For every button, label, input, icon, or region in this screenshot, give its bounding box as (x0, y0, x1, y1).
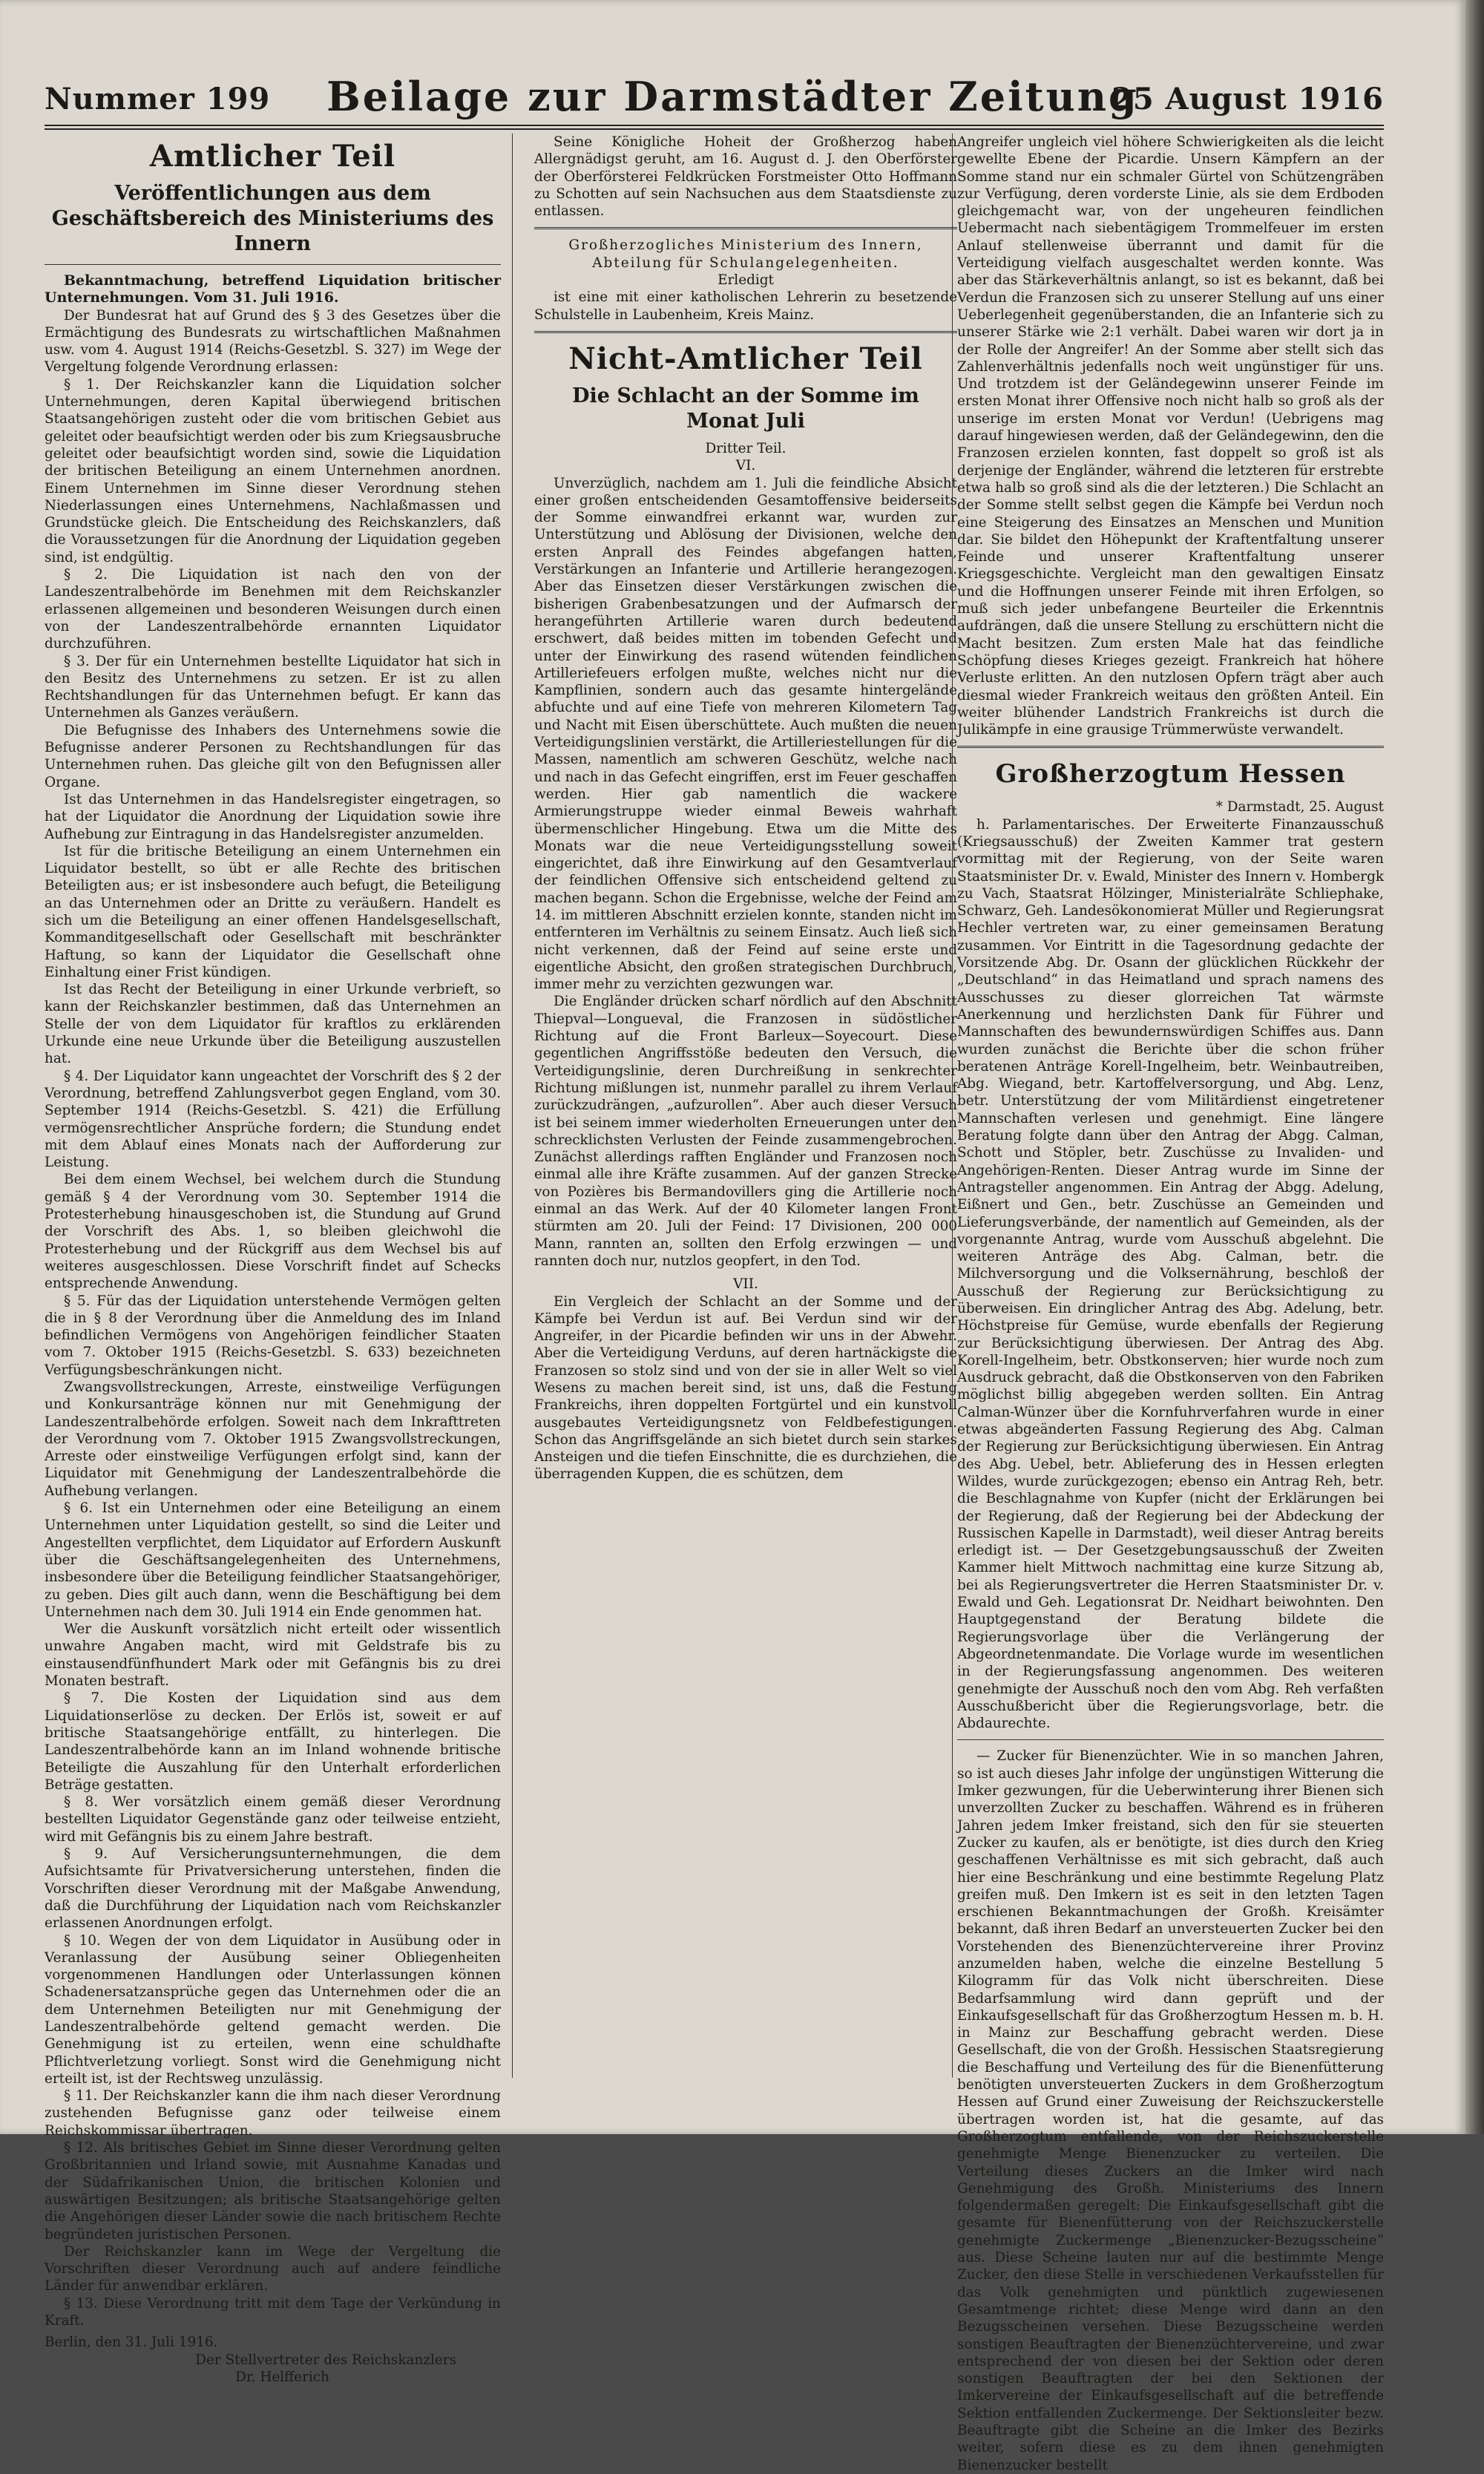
paragraph: Der Reichskanzler kann im Wege der Vergeltung die Vorschriften dieser Verordnung auch auf andere feindliche Länder für anwendbar erklären. (45, 2243, 501, 2294)
paragraph: Unverzüglich, nachdem am 1. Juli die feindliche Absicht einer großen entscheidenden Gesamtoffensive beiderseits der Somme einwandfrei erkannt war, wurden zur Unterstützung und Ablösung der Divisionen, welche den ersten Anprall des Feindes abgefangen hatten, Verstärkungen an Infanterie und Artillerie herangezogen. Aber das Einsetzen dieser Verstärkungen zwischen die bisherigen Grabenbesatzungen und der Aufmarsch der herangeführten Artillerie waren durch bedeutend erschwert, daß beides mitten im tobenden Gefecht und unter der Einwirkung des rasend wütenden feindlichen Artilleriefeuers erfolgen mußte, welches nicht nur die Kampflinien, sondern auch das gesamte hintergelände abfuchte und auf eine Tiefe von mehreren Kilometern Tag und Nacht mit Eisen überschüttete. Auch mußten die neuen Verteidigungslinien verstärkt, die Artilleriestellungen für die Massen, namentlich am schweren Geschütz, welche nach und nach in das Gefecht eingriffen, erst im Feuer geschaffen werden. Hier gab namentlich die wackere Armierungstruppe wieder einmal Beweis wahrhaft übermenschlicher Hingebung. Etwa um die Mitte des Monats war die neue Verteidigungsstellung soweit eingerichtet, daß ihre Einwirkung auf den Gesamtverlauf der feindlichen Offensive sich entscheidend geltend zu machen begann. Schon die Ergebnisse, welche der Feind am 14. im mittleren Abschnitt erzielen konnte, standen nicht im entfernteren im Verhältnis zu seinem Einsatz. Auch ließ sich nicht verkennen, daß der Feind auf seine erste und eigentliche Absicht, den großen strategischen Durchbruch, immer mehr zu verzichten gezwungen war. (534, 475, 957, 993)
signature: Dr. Helfferich (235, 2369, 329, 2385)
paragraph: Zwangsvollstreckungen, Arreste, einstweilige Verfügungen und Konkursanträge können nur mit Genehmigung der Landeszentralbehörde erfolgen. Soweit nach dem Inkrafttreten der Verordnung vom 7. Oktober 1915 Zwangsvollstreckungen, Arreste oder einstweilige Verfügungen erfolgt sind, kann der Liquidator mit Genehmigung der Landeszentralbehörde die Aufhebung verlangen. (45, 1379, 501, 1499)
page-gutter (1465, 0, 1484, 2134)
erledigt-label: Erledigt (718, 272, 774, 289)
ministry-heading: Großherzogliches Ministerium des Innern, Abteilung für Schulangelegenheiten. (568, 237, 923, 271)
signature-title: Der Stellvertreter des Reichskanzlers (195, 2352, 456, 2368)
paragraph: § 11. Der Reichskanzler kann die ihm nach dieser Verordnung zustehenden Befugnisse ganz oder teilweise einem Reichskommissar übertragen. (45, 2088, 501, 2139)
paragraph: Ist für die britische Beteiligung an einem Unternehmen ein Liquidator bestellt, so übt er alle Rechte des britischen Beteiligten aus; er ist insbesondere auch befugt, die Beteiligung an das Unternehmen oder an Dritte zu veräußern. Handelt es sich um die Beteiligung an einer offenen Handelsgesellschaft, Kommanditgesellschaft oder Gesellschaft mit beschränkter Haftung, so kann der Liquidator die Gesellschaft ohne Einhaltung einer Frist kündigen. (45, 843, 501, 980)
paragraph: Angreifer ungleich viel höhere Schwierigkeiten als die leicht gewellte Ebene der Picardie. Unsern Kämpfern an der Somme stand nur ein schmaler Gürtel von Schützengräben zur Verfügung, deren vorderste Linie, als sie dem Erdboden gleichgemacht war, von der ungeheuren feindlichen Uebermacht nach siebentägigem Trommelfeuer im ersten Anlauf stellenweise überrannt und damit für die Verteidigung vielfach ausgeschaltet werden konnte. Was aber das Stärkeverhältnis anlangt, so ist es bekannt, daß bei Verdun die Franzosen sich zu unserer Stellung auf uns einer Ueberlegenheit gegenüberstanden, die an Infanterie sich zu unserer Stärke wie 2:1 verhält. Dabei waren wir dort ja in der Rolle der Angreifer! An der Somme aber stellt sich das Zahlenverhältnis jedenfalls noch weit ungünstiger für uns. Und trotzdem ist der Geländegewinn unserer Feinde im ersten Monat ihrer Offensive noch nicht halb so groß als der unserige im ersten Monat vor Verdun! (Uebrigens mag darauf hingewiesen werden, daß der Geländegewinn, den die Franzosen erzielen konnten, fast doppelt so groß ist als derjenige der Engländer, während die letzteren für erstrebte etwa halb so groß sind als die der letzteren.) Die Schlacht an der Somme stellt selbst gegen die Kämpfe bei Verdun noch eine Steigerung des Einsatzes an Menschen und Munition dar. Sie bildet den Höhepunkt der Kraftentfaltung unserer Feinde und unserer Kraftentfaltung unserer Kriegsgeschichte. Vergleicht man den gewaltigen Einsatz und die Hoffnungen unserer Feinde mit ihren Erfolgen, so muß sich jeder unbefangene Beurteiler die Erkenntnis aufdrängen, daß die unsere Stellung zu erschüttern nicht die Macht besitzen. Zum ersten Male hat das feindliche Schöpfung dieses Krieges gezeigt. Frankreich hat höhere Verluste erlitten. An den nutzlosen Opfern trägt aber auch diesmal wieder Frankreich weitaus den größten Anteil. Ein weiter blühender Landstrich Frankreichs ist durch die Julikämpfe in eine grausige Trümmerwüste verwandelt. (957, 134, 1384, 738)
divider (45, 264, 501, 265)
column-amtlicher-teil (45, 134, 501, 2385)
sub-title: Veröffentlichungen aus dem Geschäftsbereich des Ministeriums des Innern (51, 182, 494, 255)
newspaper-title: Beilage zur Darmstädter Zeitung (326, 73, 1139, 120)
paragraph: h. Parlamentarisches. Der Erweiterte Finanzausschuß (Kriegsausschuß) der Zweiten Kammer trat gestern vormittag mit der Regierung, von der Seite waren Staatsminister Dr. v. Ewald, Minister des Innern v. Hombergk zu Vach, Staatsrat Hölzinger, Ministerialräte Schliephake, Schwarz, Geh. Landesökonomierat Müller und Regierungsrat Hechler vertreten war, zu einer gemeinsamen Beratung zusammen. Vor Eintritt in die Tagesordnung gedachte der Vorsitzende Abg. Dr. Osann der glücklichen Rückkehr der „Deutschland“ in das Heimatland und sprach namens des Ausschusses zu dieser glorreichen Tat wärmste Anerkennung und herzlichsten Dank für Führer und Mannschaften des bewundernswürdigen Schiffes aus. Dann wurden zunächst die Berichte über die schon früher beratenen Anträge Korell-Ingelheim, betr. Weinbautreiben, Abg. Wiegand, betr. Kartoffelversorgung, und Abg. Lenz, betr. Unterstützung der vom Militärdienst eingetretener Mannschaften verlesen und genehmigt. Eine längere Beratung folgte dann über den Antrag der Abgg. Calman, Schott und Stöpler, betr. Zuschüsse zu Invaliden- und Angehörigen-Renten. Dieser Antrag wurde im Sinne der Antragsteller angenommen. Ein Antrag der Abgg. Adelung, Eißnert und Gen., betr. Zuschüsse an Gemeinden und Lieferungsverbände, der namentlich auf Gemeinden, als der vorgenannte Antrag, wurde vom Ausschuß abgelehnt. Die weiteren Anträge des Abg. Calman, betr. die Milchversorgung und die Volksernährung, beschloß der Ausschuß der Regierung zur Berücksichtigung zu überweisen. Ein dringlicher Antrag des Abg. Adelung, betr. Höchstpreise für Gemüse, wurde ebenfalls der Regierung zur Berücksichtigung überwiesen. Der Antrag des Abg. Korell-Ingelheim, betr. Obstkonserven; hier wurde noch zum Ausdruck gebracht, daß die Obstkonserven von den Fabriken möglichst billig abgegeben werden sollten. Ein Antrag Calman-Wünzer über die Kornfuhrverfahren wurde in einer etwas abgeänderten Fassung Regierung des Abg. Calman der Regierung zur Berücksichtigung überwiesen. Ein Antrag des Abg. Uebel, betr. Ablieferung des in Hessen erlegten Wildes, wurde zurückgezogen; ebenso ein Antrag Reh, betr. die Beschlagnahme von Kupfer (nicht der Erklärungen bei der Regierung, daß der Regierung bei der Abdeckung der Russischen Kapelle in Darmstadt), weil dieser Antrag bereits erledigt ist. — Der Gesetzgebungsausschuß der Zweiten Kammer hielt Mittwoch nachmittag eine kurze Sitzung ab, bei als Regierungsvertreter die Herren Staatsminister Dr. v. Ewald und Geh. Legationsrat Dr. Neidhart beiwohnten. Den Hauptgegenstand der Beratung bildete die Regierungsvorlage über die Verlängerung der Abgeordnetenmandate. Die Vorlage wurde im wesentlichen in der Regierungsfassung angenommen. Des weiteren genehmigte der Ausschuß noch den vom Abg. Reh verfaßten Ausschußbericht über die Regierungsvorlage, betr. die Abdaurechte. (957, 816, 1384, 1732)
column-nicht-amtlicher-teil (534, 134, 957, 2085)
paragraph: Die Befugnisse des Inhabers des Unternehmens sowie die Befugnisse anderer Personen zu Rechtshandlungen für das Unternehmen ruhen. Das gleiche gilt von den Befugnissen aller Organe. (45, 722, 501, 790)
header-rule (45, 125, 1384, 126)
place-date: Berlin, den 31. Juli 1916. (45, 2334, 218, 2351)
section-title: Nicht-Amtlicher Teil (568, 341, 923, 376)
paragraph: ist eine mit einer katholischen Lehrerin zu besetzende Schulstelle in Laubenheim, Kreis Mainz. (534, 289, 957, 323)
paragraph: § 6. Ist ein Unternehmen oder eine Beteiligung an einem Unternehmen unter Liquidation gestellt, so sind die Leiter und Angestellten verpflichtet, dem Liquidator auf Erfordern Auskunft über die Geschäftsangelegenheiten des Unternehmens, insbesondere über die Beteiligung feindlicher Staatsangehöriger, zu geben. Dies gilt auch dann, wenn die Beschäftigung bei dem Unternehmen nach dem 30. Juli 1914 ein Ende genommen hat. (45, 1500, 501, 1620)
paragraph: § 10. Wegen der von dem Liquidator in Ausübung oder in Veranlassung der Ausübung seiner Obliegenheiten vorgenommenen Handlungen oder Unterlassungen können Schadenersatzansprüche gegen das Unternehmen oder die an dem Unternehmen Beteiligten nur mit Genehmigung der Landeszentralbehörde geltend gemacht werden. Die Genehmigung ist zu erteilen, wenn eine schuldhafte Pflichtverletzung vorliegt. Sonst wird die Genehmigung nicht erteilt ist, ist der Rechtsweg unzulässig. (45, 1932, 501, 2087)
divider (957, 1739, 1384, 1740)
divider (957, 746, 1384, 748)
paragraph: § 2. Die Liquidation ist nach den von der Landeszentralbehörde im Benehmen mit dem Reichskanzler erlassenen allgemeinen und besonderen Weisungen durch einen von der Landeszentralbehörde ernannten Liquidator durchzuführen. (45, 567, 501, 652)
article-part: Dritter Teil. (705, 440, 787, 456)
paragraph: § 1. Der Reichskanzler kann die Liquidation solcher Unternehmungen, deren Kapital überwiegend britischen Staatsangehörigen zusteht oder die vom britischen Gebiet aus geleitet oder beaufsichtigt werden oder bis zum Kriegsausbruche geleitet oder beaufsichtigt worden sind, sowie die Liquidation der britischen Beteiligung an einem Unternehmen anordnen. Einem Unternehmen im Sinne dieser Verordnung stehen Niederlassungen eines Unternehmens, Nachlaßmassen und Grundstücke gleich. Die Entscheidung des Reichskanzlers, daß die Voraussetzungen für die Anordnung der Liquidation gegeben sind, ist endgültig. (45, 376, 501, 565)
paragraph: Der Bundesrat hat auf Grund des § 3 des Gesetzes über die Ermächtigung des Bundesrats zu wirtschaftlichen Maßnahmen usw. vom 4. August 1914 (Reichs-Gesetzbl. S. 327) im Wege der Vergeltung folgende Verordnung erlassen: (45, 307, 501, 375)
decree-paragraphs (45, 307, 501, 2330)
paragraph: § 5. Für das der Liquidation unterstehende Vermögen gelten die in § 8 der Verordnung über die Anmeldung des im Inland befindlichen Vermögens von Angehörigen feindlicher Staaten vom 7. Oktober 1915 (Reichs-Gesetzbl. S. 633) bezeichneten Verfügungsbeschränkungen nicht. (45, 1293, 501, 1378)
section-title: Großherzogtum Hessen (995, 759, 1346, 790)
paragraph: Seine Königliche Hoheit der Großherzog haben Allergnädigst geruht, am 16. August d. J. den Oberförster der Oberförsterei Feldkrücken Forstmeister Otto Hoffmann zu Schotten auf sein Nachsuchen aus dem Staatsdienste zu entlassen. (534, 134, 957, 220)
paragraph: — Zucker für Bienenzüchter. Wie in so manchen Jahren, so ist auch dieses Jahr infolge der ungünstigen Witterung die Imker gezwungen, für die Ueberwinterung ihrer Bienen sich unverzollten Zucker zu beschaffen. Während es in früheren Jahren jedem Imker freistand, sich den für sie steuerten Zucker zu kaufen, als er benötigte, ist dies durch den Krieg geschaffenen Verhältnisse es mit sich gebracht, daß auch hier eine Beschränkung und eine bestimmte Regelung Platz greifen muß. Den Imkern ist es seit in den letzten Tagen erschienen Bekanntmachungen der Großh. Kreisämter bekannt, daß ihren Bedarf an unversteuerten Zucker bei den Vorstehenden des Bienenzüchtervereine ihrer Provinz anzumelden haben, welche die einzelne Bestellung 5 Kilogramm für das Volk nicht überschreiten. Diese Bedarfsammlung wird dann geprüft und der Einkaufsgesellschaft für das Großherzogtum Hessen m. b. H. in Mainz zur Beschaffung gebracht werden. Diese Gesellschaft, die von der Großh. Hessischen Staatsregierung die Beschaffung und Verteilung des für die Bienenfütterung benötigten unversteuerten Zuckers in dem Großherzogtum Hessen auf Grund einer Zuweisung der Reichszuckerstelle übertragen worden ist, hat die gesamte, auf das Großherzogtum entfallende, von der Reichszuckerstelle genehmigte Menge Bienenzucker zu verteilen. Die Verteilung dieses Zuckers an die Imker wird nach Genehmigung des Großh. Ministeriums des Innern folgendermaßen geregelt: Die Einkaufsgesellschaft gibt die gesamte für Bienenfütterung von der Reichszuckerstelle genehmigte Zuckermenge „Bienenzucker-Bezugsscheine“ aus. Diese Scheine lauten nur auf die bestimmte Menge Zucker, den diese Stelle in verschiedenen Verkaufsstellen für das Volk genehmigten und pünktlich zugewiesenen Gesamtmenge richtet; diese Menge wird dann an den Bezugsscheinen versehen. Diese Bezugsscheine werden sonstigen Beauftragten der Bienenzüchtervereine, und zwar entsprechend der von diesen bei der Sektion oder deren sonstigen Beauftragten der bei den Sektionen der Imkervereine der Einkaufsgesellschaft auf die betreffende Sektion entfallenden Zuckermenge. Der Sektionsleiter bezw. Beauftragte gibt die Scheine an die Imker des Bezirks weiter, sofern diese es zu dem ihnen genehmigten Bienenzucker bestellt (957, 1748, 1384, 2473)
paragraph: Bei dem einem Wechsel, bei welchem durch die Stundung gemäß § 4 der Verordnung vom 30. September 1914 die Protesterhebung hinausgeschoben ist, die Stundung auf Grund der Vorschrift des Abs. 1, so bleiben gleichwohl die Protesterhebung und der Rückgriff aus dem Wechsel bis auf weiteres ausgeschlossen. Diese Vorschrift findet auf Schecks entsprechende Anwendung. (45, 1172, 501, 1292)
paragraph: Ist das Unternehmen in das Handelsregister eingetragen, so hat der Liquidator die Anordnung der Liquidation sowie ihre Aufhebung zur Eintragung in das Handelsregister anzumelden. (45, 791, 501, 842)
issue-date: 25 August 1916 (1111, 82, 1384, 117)
paragraph: Wer die Auskunft vorsätzlich nicht erteilt oder wissentlich unwahre Angaben macht, wird mit Geldstrafe bis zu einstausendfünfhundert Mark oder mit Gefängnis bis zu drei Monaten bestraft. (45, 1621, 501, 1690)
divider (534, 331, 957, 333)
part-number: VII. (733, 1276, 758, 1293)
paragraph: § 8. Wer vorsätzlich einem gemäß dieser Verordnung bestellten Liquidator Gegenstände ganz oder teilweise entzieht, wird mit Gefängnis bis zu einem Jahre bestraft. (45, 1794, 501, 1845)
announcement-heading: Bekanntmachung, betreffend Liquidation britischer Unternehmungen. Vom 31. Juli 1916. (45, 272, 501, 306)
divider (534, 227, 957, 229)
column-hessen (957, 134, 1384, 2473)
paragraph: § 3. Der für ein Unternehmen bestellte Liquidator hat sich in den Besitz des Unternehmens zu setzen. Er ist zu allen Rechtshandlungen für das Unternehmen befugt. Er kann das Unternehmen als Ganzes veräußern. (45, 653, 501, 721)
paragraph: § 4. Der Liquidator kann ungeachtet der Vorschrift des § 2 der Verordnung, betreffend Zahlungsverbot gegen England, vom 30. September 1914 (Reichs-Gesetzbl. S. 421) die Erfüllung vermögensrechtlicher Ansprüche fordern; die Stundung endet mit dem Ablauf eines Monats nach der Aufforderung zur Leistung. (45, 1068, 501, 1171)
part-number: VI. (735, 458, 756, 474)
paragraph: § 9. Auf Versicherungsunternehmungen, die dem Aufsichtsamte für Privatversicherung unterstehen, finden die Vorschriften dieser Verordnung mit der Maßgabe Anwendung, daß die Durchführung der Liquidation nach vom Reichskanzler erlassenen Anordnungen erfolgt. (45, 1846, 501, 1932)
section-title: Amtlicher Teil (149, 139, 396, 174)
dateline: * Darmstadt, 25. August (1215, 799, 1384, 816)
column-divider (512, 134, 513, 2078)
paragraph: Ein Vergleich der Schlacht an der Somme und der Kämpfe bei Verdun ist auf. Bei Verdun sind wir der Angreifer, in der Picardie befinden wir uns in der Abwehr. Aber die Verteidigung Verduns, auf deren hartnäckigste die Franzosen so stolz sind und von der sie in aller Welt so viel Wesens zu machen bereit sind, ist uns, daß die Festung Frankreichs, ihren doppelten Fortgürtel und ein kunstvoll ausgebautes Verteidigungsnetz von Feldbefestigungen. Schon das Angriffsgelände an sich bietet durch sein starkes Ansteigen und die tiefen Einschnitte, die es durchziehen, die überragenden Kuppen, die es schützen, dem (534, 1293, 957, 1483)
paragraph: § 12. Als britisches Gebiet im Sinne dieser Verordnung gelten Großbritannien und Irland sowie, mit Ausnahme Kanadas und der Südafrikanischen Union, die britischen Kolonien und auswärtigen Besitzungen; als britische Staatsangehörige gelten die Angehörigen dieser Länder sowie die nach britischem Rechte begründeten juristischen Personen. (45, 2140, 501, 2242)
issue-number: Nummer 199 (45, 82, 271, 117)
header-rule-2 (45, 128, 1384, 130)
paragraph: § 7. Die Kosten der Liquidation sind aus dem Liquidationserlöse zu decken. Der Erlös ist, soweit er auf britische Staatsangehörige entfällt, zu hinterlegen. Die Landeszentralbehörde kann an im Inland wohnende britische Beteiligte die Auszahlung für den Unterhalt erforderlichen Beträge gestatten. (45, 1690, 501, 1793)
paragraph: Ist das Recht der Beteiligung in einer Urkunde verbrieft, so kann der Reichskanzler bestimmen, daß das Unternehmen an Stelle der von dem Liquidator für kraftlos zu erklärenden Urkunde eine neue Urkunde über die Beteiligung auszustellen hat. (45, 982, 501, 1067)
paragraph: § 13. Diese Verordnung tritt mit dem Tage der Verkündung in Kraft. (45, 2295, 501, 2329)
paragraph: Die Engländer drücken scharf nördlich auf den Abschnitt Thiepval—Longueval, die Franzosen in südöstlicher Richtung auf die Front Barleux—Soyecourt. Diese gegentlichen Angriffsstöße bedeuten den Versuch, die Verteidigungslinie, deren Durchreißung in senkrechter Richtung mißlungen ist, nunmehr parallel zu ihrem Verlauf zurückzudrängen, „aufzurollen“. Aber auch dieser Versuch ist bei seinem immer wiederholten Erneuerungen unter den schrecklichsten Verlusten der Feinde zusammengebrochen. Zunächst allerdings rafften Engländer und Franzosen noch einmal alle ihre Kräfte zusammen. Auf der ganzen Strecke von Pozières bis Bermandovillers ging die Artillerie noch einmal an das Werk. Auf der 40 Kilometer langen Front stürmten am 20. Juli der Feind: 17 Divisionen, 200 000 Mann, rannten an, sollten den Erfolg erzwingen — und rannten doch nur, nutzlos geopfert, in den Tod. (534, 994, 957, 1269)
article-title: Die Schlacht an der Somme im Monat Juli (572, 384, 919, 433)
